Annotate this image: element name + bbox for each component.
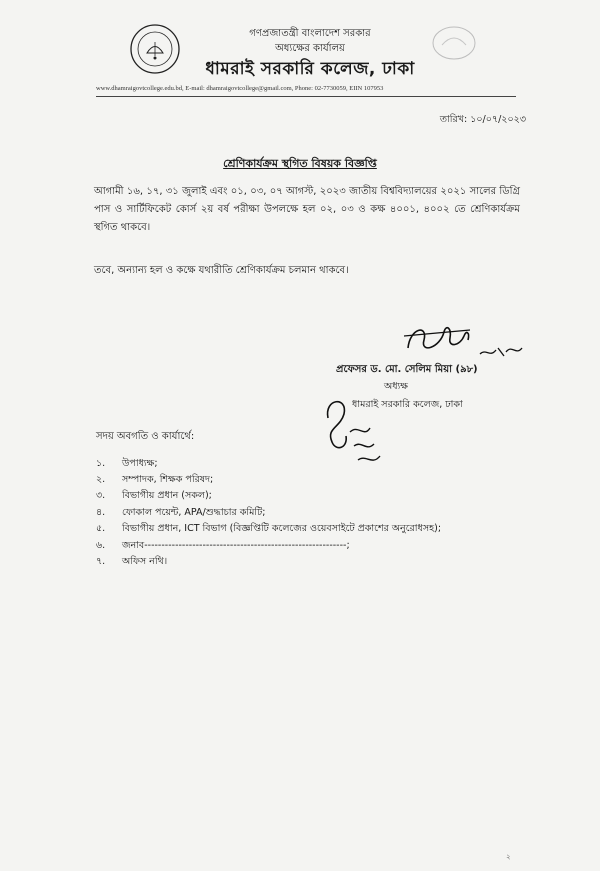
signatory-college: ধামরাই সরকারি কলেজ, ঢাকা [352,399,463,410]
page-corner-mark: ২ [506,853,511,861]
notice-body: আগামী ১৬, ১৭, ৩১ জুলাই এবং ০১, ০৩, ০৭ আগস্ট, ২০২৩ জাতীয় বিশ্ববিদ্যালয়ের ২০২১ সালের ডিগ্রি পাস ও সার্টিফিকেট কোর্স ২য় বর্ষ পরীক্ষা উপলক্ষে হল ০২, ০৩ ও কক্ষ ৪০০১, ৪০০২ তে শ্রেণিকার্যক্রম স্থগিত থাকবে। [94,186,520,233]
contact-info: www.dhamraigovtcollege.edu.bd, E-mail: dhamraigovtcollege@gmail.com, Phone: 02-7730059, EIIN 107953 [96,85,384,92]
list-item: ৬. জনাব-----------------------------------------------------------; [96,539,350,551]
header-divider [96,96,516,97]
list-item: ৩. বিভাগীয় প্রধান (সকল); [96,490,212,502]
college-logo [128,22,182,76]
list-item: ৭. অফিস নথি। [96,556,168,568]
distribution-intro: সদয় অবগতি ও কার্যার্থে: [96,431,195,442]
list-item: ৪. ফোকাল পয়েন্ট, APA/শুদ্ধাচার কমিটি; [96,506,266,518]
list-item: ৫. বিভাগীয় প্রধান, ICT বিভাগ (বিজ্ঞপ্তিটি কলেজের ওয়েবসাইটে প্রকাশের অনুরোধসহ); [96,523,442,535]
signatory-role: অধ্যক্ষ [384,381,409,392]
office-name: অধ্যক্ষের কার্যালয় [275,43,345,54]
principal-signature [400,318,530,368]
faint-seal [430,23,478,63]
distribution-list [96,456,441,571]
signatory-name: প্রফেসর ড. মো. সেলিম মিয়া (৯৮) [336,364,478,375]
list-item: ২. সম্পাদক, শিক্ষক পরিষদ; [96,474,214,486]
notice-date: তারিখ: ১০/০৭/২০২৩ [439,114,526,125]
notice-title: শ্রেণিকার্যক্রম স্থগিত বিষয়ক বিজ্ঞপ্তি [223,157,377,170]
college-name: ধামরাই সরকারি কলেজ, ঢাকা [205,59,415,79]
notice-note: তবে, অন্যান্য হল ও কক্ষে যথারীতি শ্রেণিকার্যক্রম চলমান থাকবে। [94,265,349,276]
list-item: ১. উপাধ্যক্ষ; [96,457,158,469]
government-name: গণপ্রজাতন্ত্রী বাংলাদেশ সরকার [249,28,371,39]
